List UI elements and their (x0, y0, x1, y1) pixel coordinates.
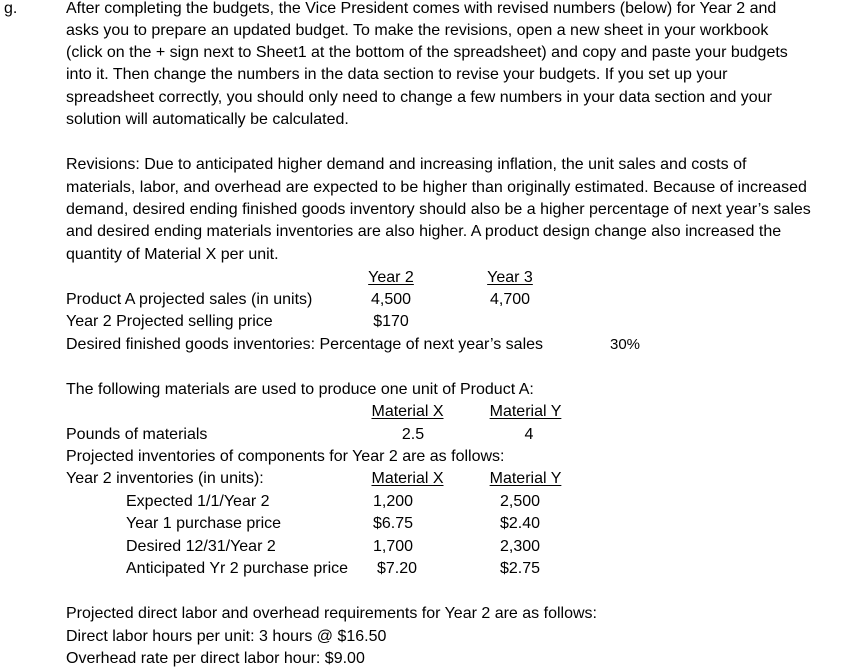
overhead-line: Overhead rate per direct labor hour: $9.00 (66, 650, 365, 667)
paragraph-line: materials, labor, and overhead are expected to be higher than originally estimated. Because of increased (66, 179, 807, 196)
projected-sales-year3: 4,700 (489, 291, 531, 308)
materials-intro: The following materials are used to produce one unit of Product A: (66, 381, 534, 398)
projected-sales-label: Product A projected sales (in units) (66, 291, 313, 308)
paragraph-line: spreadsheet correctly, you should only need to change a few numbers in your data section and your (66, 89, 772, 106)
paragraph-line: quantity of Material X per unit. (66, 246, 279, 263)
column-header-year2: Year 2 (368, 269, 414, 286)
pounds-label: Pounds of materials (66, 426, 208, 443)
labor-intro: Projected direct labor and overhead requirements for Year 2 are as follows: (66, 605, 597, 622)
paragraph-line: demand, desired ending finished goods inventory should also be a higher percentage of next year’s sales (66, 201, 811, 218)
column-header-material-y: Material Y (489, 403, 562, 420)
inventories-header-label: Year 2 inventories (in units): (66, 470, 264, 487)
selling-price-year2: $170 (373, 313, 409, 330)
table-cell-material-x: $7.20 (376, 560, 418, 577)
fg-inventory-percentage: 30% (610, 336, 641, 353)
projected-sales-year2: 4,500 (370, 291, 412, 308)
paragraph-line: into it. Then change the numbers in the data section to revise your budgets. If you set up your (66, 66, 728, 83)
table-cell-material-x: 1,200 (372, 493, 414, 510)
pounds-material-y: 4 (524, 426, 534, 443)
paragraph-line: Revisions: Due to anticipated higher demand and increasing inflation, the unit sales and costs of (66, 156, 747, 173)
item-label: g. (4, 0, 18, 17)
table-cell-material-y: 2,500 (499, 493, 541, 510)
table-cell-material-x: 1,700 (372, 538, 414, 555)
table-row-label: Anticipated Yr 2 purchase price (126, 560, 349, 577)
column-header-material-x: Material X (371, 470, 444, 487)
table-row-label: Desired 12/31/Year 2 (126, 538, 276, 555)
table-row-label: Year 1 purchase price (126, 515, 282, 532)
table-row-label: Expected 1/1/Year 2 (126, 493, 270, 510)
pounds-material-x: 2.5 (401, 426, 425, 443)
fg-inventory-label: Desired finished goods inventories: Percentage of next year’s sales (66, 336, 544, 353)
paragraph-line: (click on the + sign next to Sheet1 at the bottom of the spreadsheet) and copy and paste your budgets (66, 44, 788, 61)
paragraph-line: and desired ending materials inventories are also higher. A product design change also increased the (66, 223, 782, 240)
paragraph-line: solution will automatically be calculated. (66, 111, 349, 128)
table-cell-material-x: $6.75 (372, 515, 414, 532)
inventories-intro: Projected inventories of components for Year 2 are as follows: (66, 448, 505, 465)
table-cell-material-y: 2,300 (499, 538, 541, 555)
column-header-material-y: Material Y (489, 470, 562, 487)
column-header-material-x: Material X (371, 403, 444, 420)
column-header-year3: Year 3 (487, 269, 533, 286)
paragraph-line: asks you to prepare an updated budget. To make the revisions, open a new sheet in your workbook (66, 22, 769, 39)
selling-price-label: Year 2 Projected selling price (66, 313, 273, 330)
direct-labor-line: Direct labor hours per unit: 3 hours @ $16.50 (66, 628, 387, 645)
table-cell-material-y: $2.75 (499, 560, 541, 577)
table-cell-material-y: $2.40 (499, 515, 541, 532)
paragraph-line: After completing the budgets, the Vice President comes with revised numbers (below) for Year 2 and (66, 0, 777, 17)
